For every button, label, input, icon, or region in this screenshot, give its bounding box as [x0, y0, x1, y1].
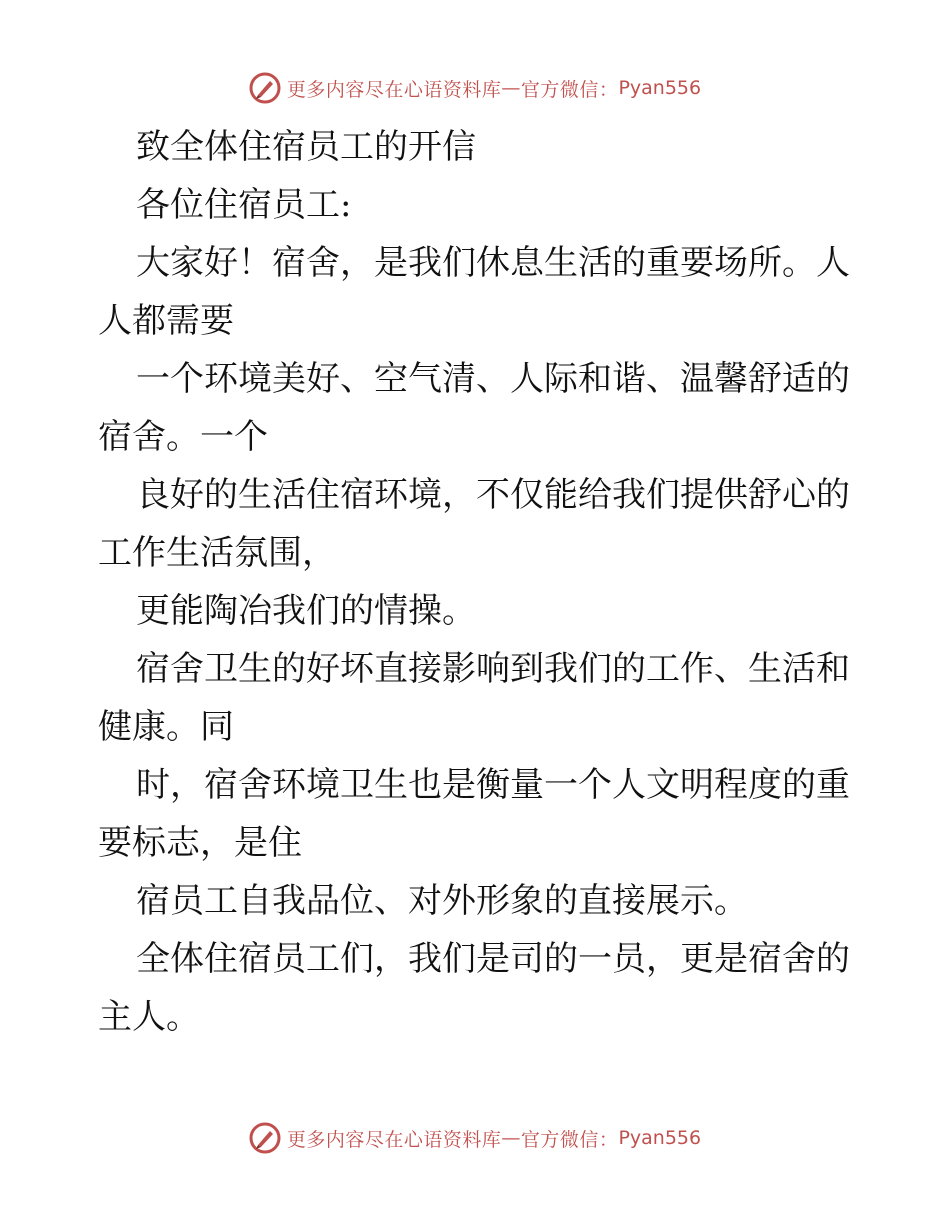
- paragraph: 宿员工自我品位、对外形象的直接展示。: [136, 881, 748, 921]
- paragraph: 良好的生活住宿环境，不仅能给我们提供舒心的工作生活氛围，: [98, 475, 850, 573]
- paragraph: 时，宿舍环境卫生也是衡量一个人文明程度的重要标志，是住: [98, 765, 850, 863]
- salutation: 各位住宿员工:: [136, 185, 352, 225]
- paragraph: 大家好！宿舍，是我们休息生活的重要场所。人人都需要: [98, 243, 850, 341]
- paragraph: 全体住宿员工们，我们是司的一员，更是宿舍的主人。: [98, 939, 850, 1037]
- document-title: 致全体住宿员工的开信: [136, 127, 476, 167]
- paragraph: 宿舍卫生的好坏直接影响到我们的工作、生活和健康。同: [98, 649, 850, 747]
- watermark-contact-label: 官方微信：: [520, 78, 619, 101]
- paragraph: 更能陶冶我们的情操。: [136, 591, 476, 631]
- pen-seal-icon: [249, 1122, 281, 1154]
- document-body: [98, 118, 858, 1046]
- pen-seal-icon: [249, 72, 281, 104]
- watermark-contact-id: Pyan556: [618, 77, 702, 99]
- paragraph: 一个环境美好、空气清、人际和谐、温馨舒适的宿舍。一个: [98, 359, 850, 457]
- watermark-contact-label: 官方微信：: [520, 1128, 619, 1151]
- header-watermark: [0, 72, 950, 104]
- watermark-contact-id: Pyan556: [618, 1127, 702, 1149]
- watermark-separator: —: [501, 77, 521, 99]
- footer-watermark: [0, 1122, 950, 1154]
- watermark-separator: —: [501, 1127, 521, 1149]
- watermark-text: 更多内容尽在心语资料库: [286, 78, 502, 101]
- watermark-text: 更多内容尽在心语资料库: [286, 1128, 502, 1151]
